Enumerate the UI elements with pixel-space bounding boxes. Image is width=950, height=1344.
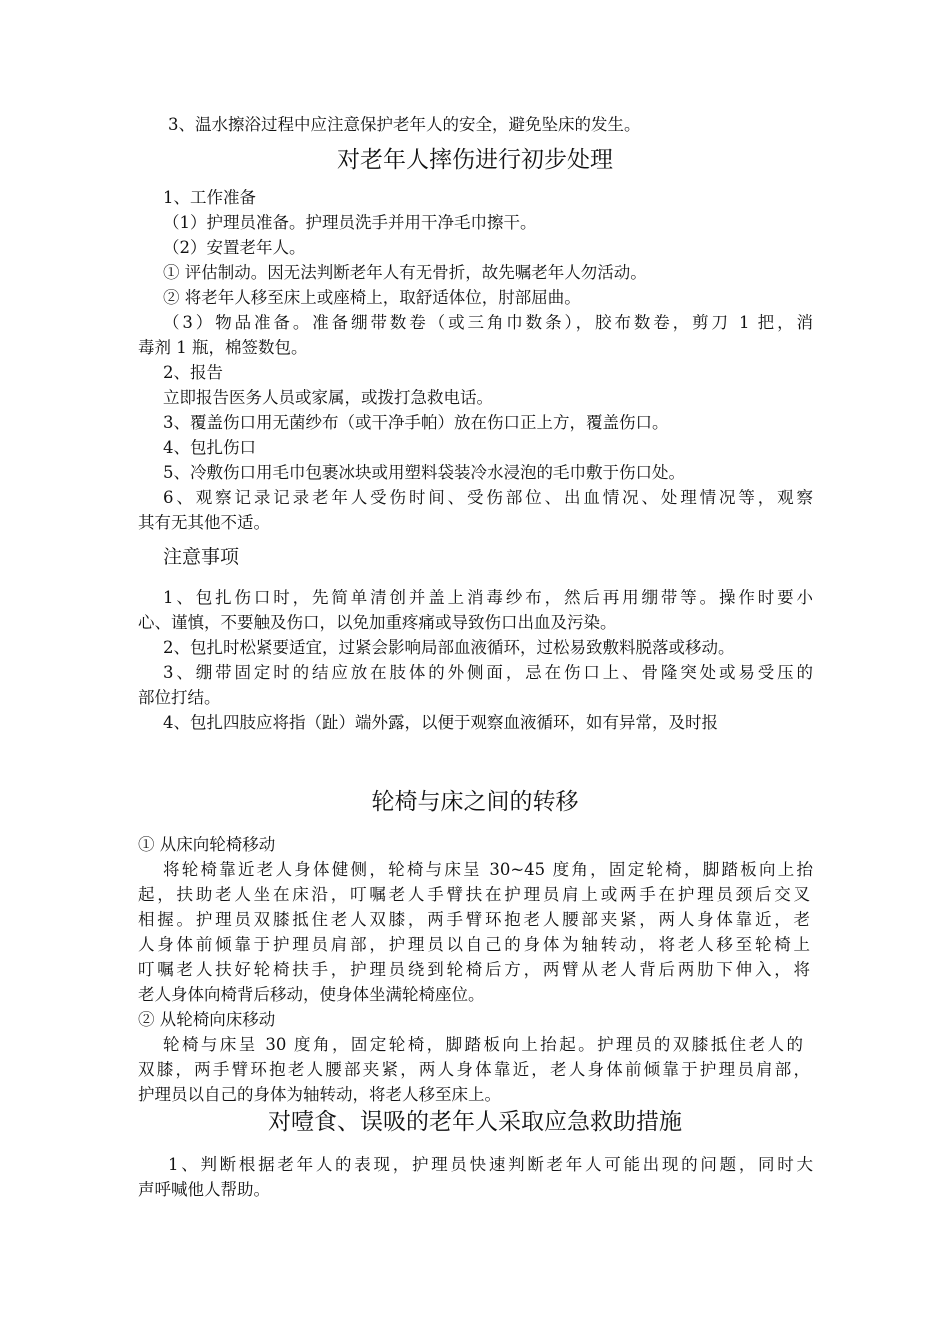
note-line: 1、包扎伤口时，先简单清创并盖上消毒纱布，然后再用绷带等。操作时要小 — [163, 588, 813, 607]
text-line: 护理员以自己的身体为轴转动，将老人移至床上。 — [138, 1085, 501, 1104]
text-line: 1、判断根据老年人的表现，护理员快速判断老年人可能出现的问题，同时大 — [168, 1155, 813, 1174]
text-line: （2）安置老年人。 — [163, 238, 306, 257]
text-line: 人身体前倾靠于护理员肩部，护理员以自己的身体为轴转动，将老人移至轮椅上 — [138, 935, 810, 954]
note-line: 4、包扎四肢应将指（趾）端外露，以便于观察血液循环，如有异常，及时报 — [163, 713, 718, 732]
note-line: 2、包扎时松紧要适宜，过紧会影响局部血液循环，过松易致敷料脱落或移动。 — [163, 638, 735, 657]
notes-title: 注意事项 — [163, 546, 240, 568]
text-line: 叮嘱老人扶好轮椅扶手，护理员绕到轮椅后方，两臂从老人背后两肋下伸入，将 — [138, 960, 810, 979]
text-line: ① 评估制动。因无法判断老年人有无骨折，故先嘱老年人勿活动。 — [163, 263, 647, 282]
text-line: 其有无其他不适。 — [138, 513, 270, 532]
text-line: （1）护理员准备。护理员洗手并用干净毛巾擦干。 — [163, 213, 537, 232]
text-line: ② 从轮椅向床移动 — [138, 1010, 276, 1029]
text-line: ① 从床向轮椅移动 — [138, 835, 276, 854]
section-title: 对噎食、误吸的老年人采取应急救助措施 — [268, 1109, 682, 1135]
text-line: 双膝，两手臂环抱老人腰部夹紧，两人身体靠近，老人身体前倾靠于护理员肩部， — [138, 1060, 810, 1079]
text-line: 1、工作准备 — [163, 188, 256, 207]
text-line: 老人身体向椅背后移动，使身体坐满轮椅座位。 — [138, 985, 485, 1004]
text-line: 将轮椅靠近老人身体健侧，轮椅与床呈 30~45 度角，固定轮椅，脚踏板向上抬 — [163, 860, 813, 879]
text-line: 轮椅与床呈 30 度角，固定轮椅，脚踏板向上抬起。护理员的双膝抵住老人的 — [163, 1035, 803, 1054]
text-line: 毒剂 1 瓶，棉签数包。 — [138, 338, 308, 357]
text-line: 相握。护理员双膝抵住老人双膝，两手臂环抱老人腰部夹紧，两人身体靠近，老 — [138, 910, 810, 929]
text-line: 2、报告 — [163, 363, 223, 382]
text-line: 立即报告医务人员或家属，或拨打急救电话。 — [163, 388, 493, 407]
text-line: 起，扶助老人坐在床沿，叮嘱老人手臂扶在护理员肩上或两手在护理员颈后交叉 — [138, 885, 810, 904]
text-line: ② 将老年人移至床上或座椅上，取舒适体位，肘部屈曲。 — [163, 288, 581, 307]
note-line: 心、谨慎，不要触及伤口，以免加重疼痛或导致伤口出血及污染。 — [138, 613, 617, 632]
text-line: 6、观察记录记录老年人受伤时间、受伤部位、出血情况、处理情况等，观察 — [163, 488, 813, 507]
text-line: 5、冷敷伤口用毛巾包裹冰块或用塑料袋装冷水浸泡的毛巾敷于伤口处。 — [163, 463, 685, 482]
text-line: 声呼喊他人帮助。 — [138, 1180, 270, 1199]
text-line: 3、覆盖伤口用无菌纱布（或干净手帕）放在伤口正上方，覆盖伤口。 — [163, 413, 669, 432]
note-line: 3、绷带固定时的结应放在肢体的外侧面，忌在伤口上、骨隆突处或易受压的 — [163, 663, 813, 682]
section-title: 对老年人摔伤进行初步处理 — [337, 147, 613, 173]
section-title: 轮椅与床之间的转移 — [371, 789, 579, 815]
text-line: （3）物品准备。准备绷带数卷（或三角巾数条），胶布数卷，剪刀 1 把，消 — [163, 313, 813, 332]
text-line: 3、温水擦浴过程中应注意保护老年人的安全，避免坠床的发生。 — [168, 115, 641, 134]
note-line: 部位打结。 — [138, 688, 221, 707]
text-line: 4、包扎伤口 — [163, 438, 256, 457]
